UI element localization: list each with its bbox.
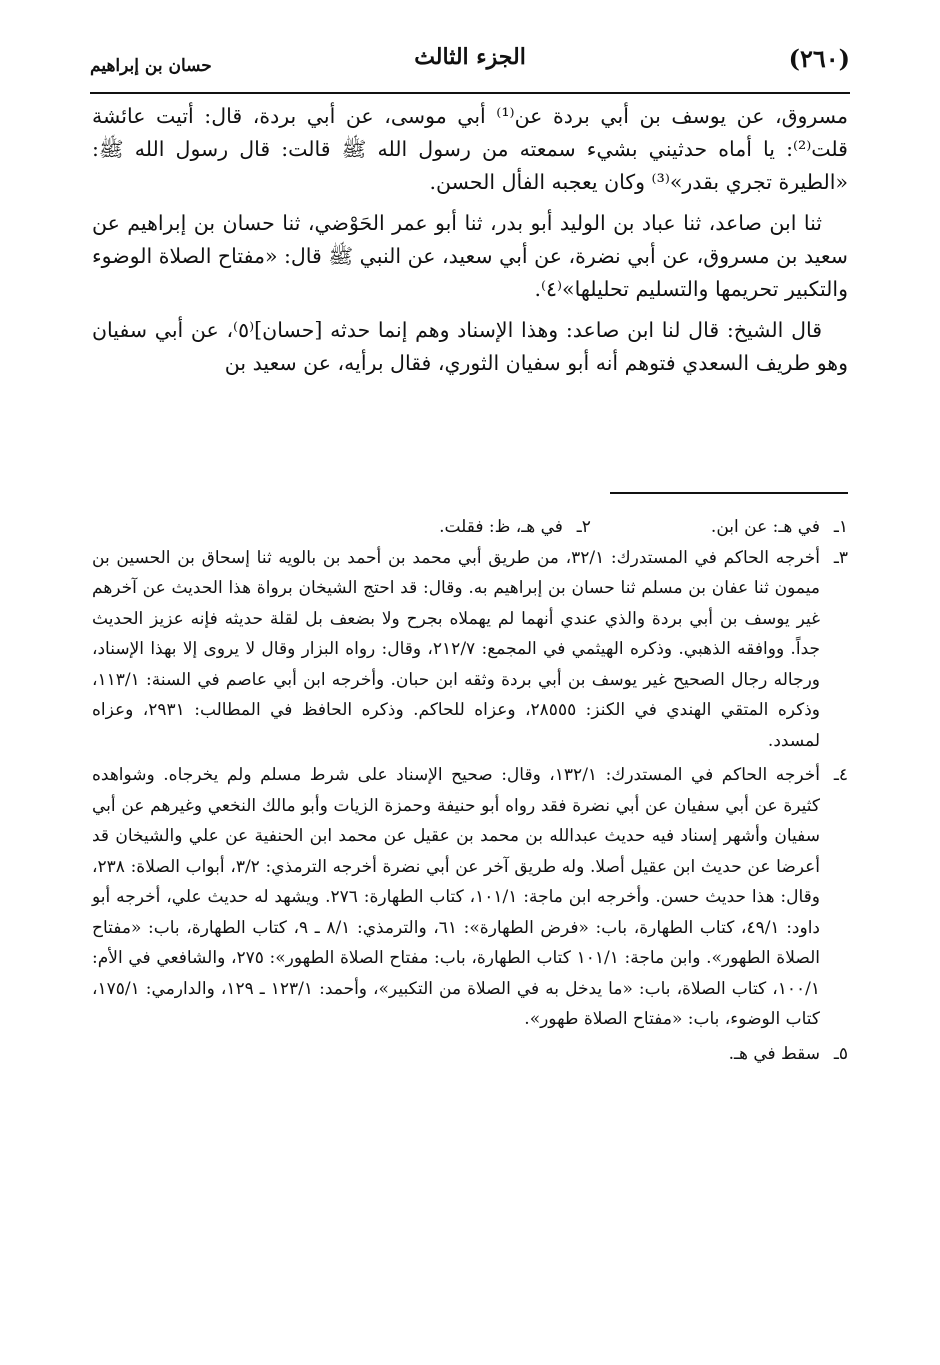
footnotes	[92, 512, 848, 1073]
footnote-separator	[610, 492, 848, 494]
footnote-text: في هـ: عن ابن.	[710, 517, 820, 537]
footnote-text: سقط في هـ.	[728, 1043, 820, 1064]
footnote-5	[92, 1039, 848, 1070]
footnote-1	[711, 512, 848, 543]
body-paragraph: مسروق، عن يوسف بن أبي بردة عن⁽¹⁾ أبي موسى، عن أبي بردة، قال: أتيت عائشة قلت⁽²⁾: يا أماه حدثيني بشيء سمعته من رسول الله ﷺ قالت: قال رسول الله ﷺ: «الطيرة تجري بقدر»⁽³⁾ وكان يعجبه الفأل الحسن.	[92, 104, 849, 194]
header-rule	[90, 92, 850, 94]
footnote-number: ٣ـ	[833, 547, 848, 568]
footnote-3	[92, 543, 848, 757]
footnote-text: أخرجه الحاكم في المستدرك: ١٣٢/١، وقال: صحيح الإسناد على شرط مسلم ولم يخرجاه. وشواهده كثيرة عن أبي سفيان عن أبي نضرة فقد رواه أبو حنيفة وحمزة الزيات وأبو مالك النخعي وغيرهم عن أبي سفيان وأشهر إسناد فيه حديث عبدالله بن محمد بن عقيل عن محمد ابن الحنفية عن علي والشيخان قد أعرضا عن حديث ابن عقيل أصلا. وله طريق آخر عن أبي نضرة أخرجه الترمذي: ٣/٢، أبواب الصلاة: ٢٣٨، وقال: هذا حديث حسن. وأخرجه ابن ماجة: ١٠١/١، كتاب الطهارة: ٢٧٦. ويشهد له حديث علي، أخرجه أبو داود: ٤٩/١، كتاب الطهارة، باب: «فرض الطهارة»: ٦١، والترمذي: ٨/١ ـ ٩، كتاب الطهارة، باب: «مفتاح الصلاة الطهور». وابن ماجة: ١٠١/١ كتاب الطهارة، باب: مفتاح الصلاة الطهور»: ٢٧٥، والشافعي في الأم: ١٠٠/١، كتاب الصلاة، باب: «ما يدخل به في الصلاة من التكبير»، وأحمد: ١٢٣/١ ـ ١٢٩، والدارمي: ١٧٥/١، كتاب الوضوء، باب: «مفتاح الصلاة طهور».	[92, 765, 821, 1029]
body-paragraph: قال الشيخ: قال لنا ابن صاعد: وهذا الإسناد وهم إنما حدثه [حسان]⁽٥⁾، عن أبي سفيان وهو طريف السعدي فتوهم أنه أبو سفيان الثوري، فقال برأيه، عن سعيد بن	[92, 318, 848, 375]
footnote-4	[92, 760, 848, 1035]
body-paragraph: ثنا ابن صاعد، ثنا عباد بن الوليد أبو بدر، ثنا أبو عمر الحَوْضي، ثنا حسان بن إبراهيم عن سعيد بن مسروق، عن أبي نضرة، عن أبي سعيد، عن النبي ﷺ قال: «مفتاح الصلاة الوضوء والتكبير تحريمها والتسليم تحليلها»⁽٤⁾.	[92, 211, 848, 301]
chapter-title: الجزء الثالث	[414, 44, 526, 70]
footnote-text: في هـ، ظ: فقلت.	[439, 517, 563, 537]
footnote-number: ٢ـ	[576, 517, 591, 537]
page-header	[90, 38, 850, 84]
page-number: (٢٦٠)	[788, 44, 850, 73]
footnote-number: ٤ـ	[833, 765, 848, 785]
running-title: حسان بن إبراهيم	[90, 56, 212, 76]
footnote-2	[439, 512, 591, 543]
main-text	[92, 100, 848, 388]
footnote-number: ١ـ	[833, 517, 848, 537]
footnote-row	[92, 512, 848, 543]
footnote-number: ٥ـ	[833, 1043, 848, 1064]
footnote-text: أخرجه الحاكم في المستدرك: ٣٢/١، من طريق أبي محمد بن أحمد بن بالويه ثنا إسحاق بن الحسين بن ميمون ثنا عفان بن مسلم ثنا حسان بن إبراهيم به. وقال: قد احتج الشيخان برواة هذا الحديث عن آخرهم غير يوسف بن أبي بردة والذي عندي أنهما لم يهملاه بجرح ولا بضعف بل لقلة حديثه فإنه عزيز الحديث جداً. ووافقه الذهبي. وذكره الهيثمي في المجمع: ٢١٢/٧، وقال: رواه البزار وقال لا يروى إلا بهذا الإسناد، ورجاله رجال الصحيح غير يوسف بن أبي بردة وثقه ابن حبان. وأخرجه ابن أبي عاصم في السنة: ١١٣/١، وذكره المتقي الهندي في الكنز: ٢٨٥٥٥، وعزاه للحاكم. وذكره الحافظ في المطالب: ٢٩٣١، وعزاه لمسدد.	[92, 547, 820, 751]
